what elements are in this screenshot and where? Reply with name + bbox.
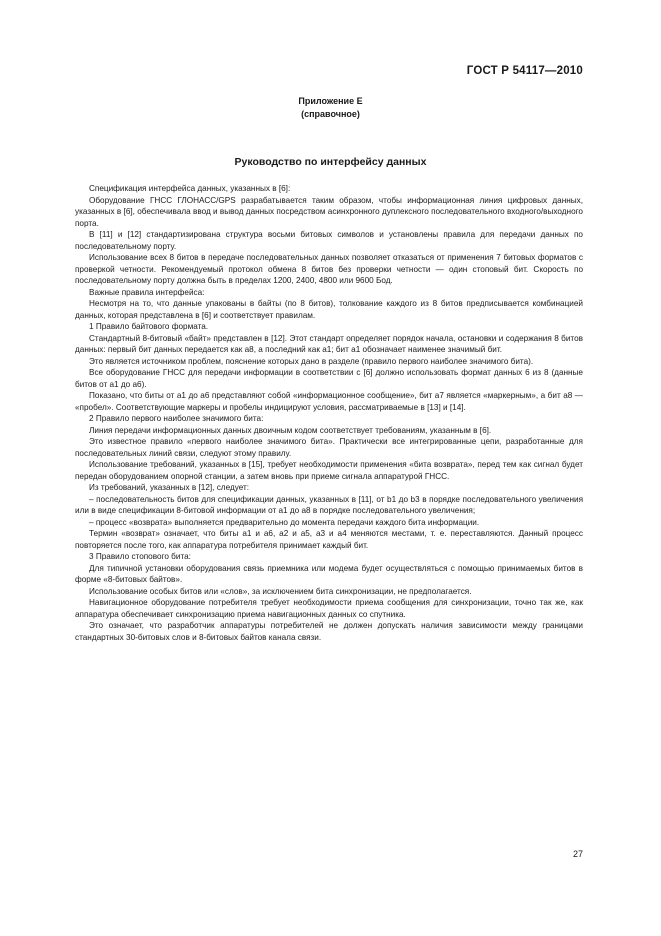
rule-heading: 1 Правило байтового формата. [89, 322, 209, 331]
paragraph: Это означает, что разработчик аппаратуры потребителей не должен допускать наличия зависимости между границами стандартных 30-битовых слов и 8-битовых байтов канала связи. [75, 621, 583, 642]
standard-designation: ГОСТ Р 54117—2010 [466, 65, 583, 77]
paragraph: Использование требований, указанных в [15], требует необходимости применения «бита возврата», перед тем как сигнал будет передан оборудованием опорной станции, а затем вновь при приеме сигнала аппаратурой ГНСС. [75, 460, 583, 481]
paragraph: Важные правила интерфейса: [89, 287, 205, 297]
rule-heading: 3 Правило стопового бита: [89, 552, 191, 561]
paragraph: Использование особых битов или «слов», за исключением бита синхронизации, не предполагается. [89, 586, 472, 596]
list-item: – последовательность битов для спецификации данных, указанных в [11], от b1 до b3 в порядке последовательного увеличения или в виде спецификации 8-битовой информации от а1 до а8 в порядке последовательного увеличения; [75, 494, 583, 515]
paragraph: Это известное правило «первого наиболее значимого бита». Практически все интегрированные цепи, разработанные для последовательных линий связи, следуют этому правилу. [75, 437, 583, 458]
section-title: Руководство по интерфейсу данных [234, 156, 427, 168]
paragraph: Показано, что биты от а1 до а6 представляют собой «информационное сообщение», бит а7 является «маркерным», а бит а8 — «пробел». Соответствующие маркеры и пробелы индицируют условия, рассматриваемые в [13] и [14]. [75, 391, 583, 412]
paragraph: Стандартный 8-битовый «байт» представлен в [12]. Этот стандарт определяет порядок начала, остановки и содержания 8 битов данных: первый бит данных передается как а8, а последний как а1; бит а1 обозначает наименее значимый бит. [75, 333, 583, 354]
rule-heading: 2 Правило первого наиболее значимого бита: [89, 414, 264, 423]
paragraph: Использование всех 8 битов в передаче последовательных данных позволяет отказаться от применения 7 битовых форматов с проверкой четности. Рекомендуемый протокол обмена 8 битов без проверки четности — один стоповый бит. Скорость по последовательному порту должна быть в пределах 1200, 2400, 4800 или 9600 Бод. [75, 253, 583, 285]
paragraph: Для типичной установки оборудования связь приемника или модема будет осуществляться с помощью принимаемых битов в форме «8-битовых байтов». [75, 563, 583, 584]
paragraph: В [11] и [12] стандартизирована структура восьми битовых символов и установлены правила для передачи данных по последовательному порту. [75, 230, 583, 251]
paragraph: Оборудование ГНСС ГЛОНАСС/GPS разрабатывается таким образом, чтобы информационная линия цифровых данных, указанных в [6], обеспечивала ввод и вывод данных посредством асинхронного дуплексного последовательного входного/выходного порта. [75, 195, 583, 228]
paragraph: Это является источником проблем, пояснение которых дано в разделе (правило первого наиболее значимого бита). [89, 356, 534, 366]
list-item: – процесс «возврата» выполняется предварительно до момента передачи каждого бита информации. [89, 517, 480, 527]
paragraph: Навигационное оборудование потребителя требует необходимости приема сообщения для синхронизации, точно так же, как аппаратура обеспечивает синхронизацию приема навигационных данных со спутника. [75, 598, 583, 619]
paragraph: Линия передачи информационных данных двоичным кодом соответствует требованиям, указанным в [6]. [89, 425, 492, 435]
paragraph: Термин «возврат» означает, что биты а1 и а6, а2 и а5, а3 и а4 меняются местами, т. е. переставляются. Данный процесс повторяется после того, как аппаратура потребителя принимает каждый бит. [75, 529, 583, 550]
paragraph: Спецификация интерфейса данных, указанных в [6]: [89, 184, 291, 193]
paragraph: Несмотря на то, что данные упакованы в байты (по 8 битов), толкование каждого из 8 битов предписывается комбинацией данных, которая представлена в [6] и соответствует правилам. [75, 299, 583, 320]
page-number: 27 [572, 849, 583, 859]
paragraph: Все оборудование ГНСС для передачи информации в соответствии с [6] должно использовать формат данных 6 из 8 (данные битов от а1 до а6). [75, 368, 583, 389]
document-body [75, 183, 583, 643]
paragraph: Из требований, указанных в [12], следует: [89, 483, 250, 492]
appendix-label: Приложение Е [298, 96, 363, 106]
appendix-type: (справочное) [301, 109, 360, 119]
